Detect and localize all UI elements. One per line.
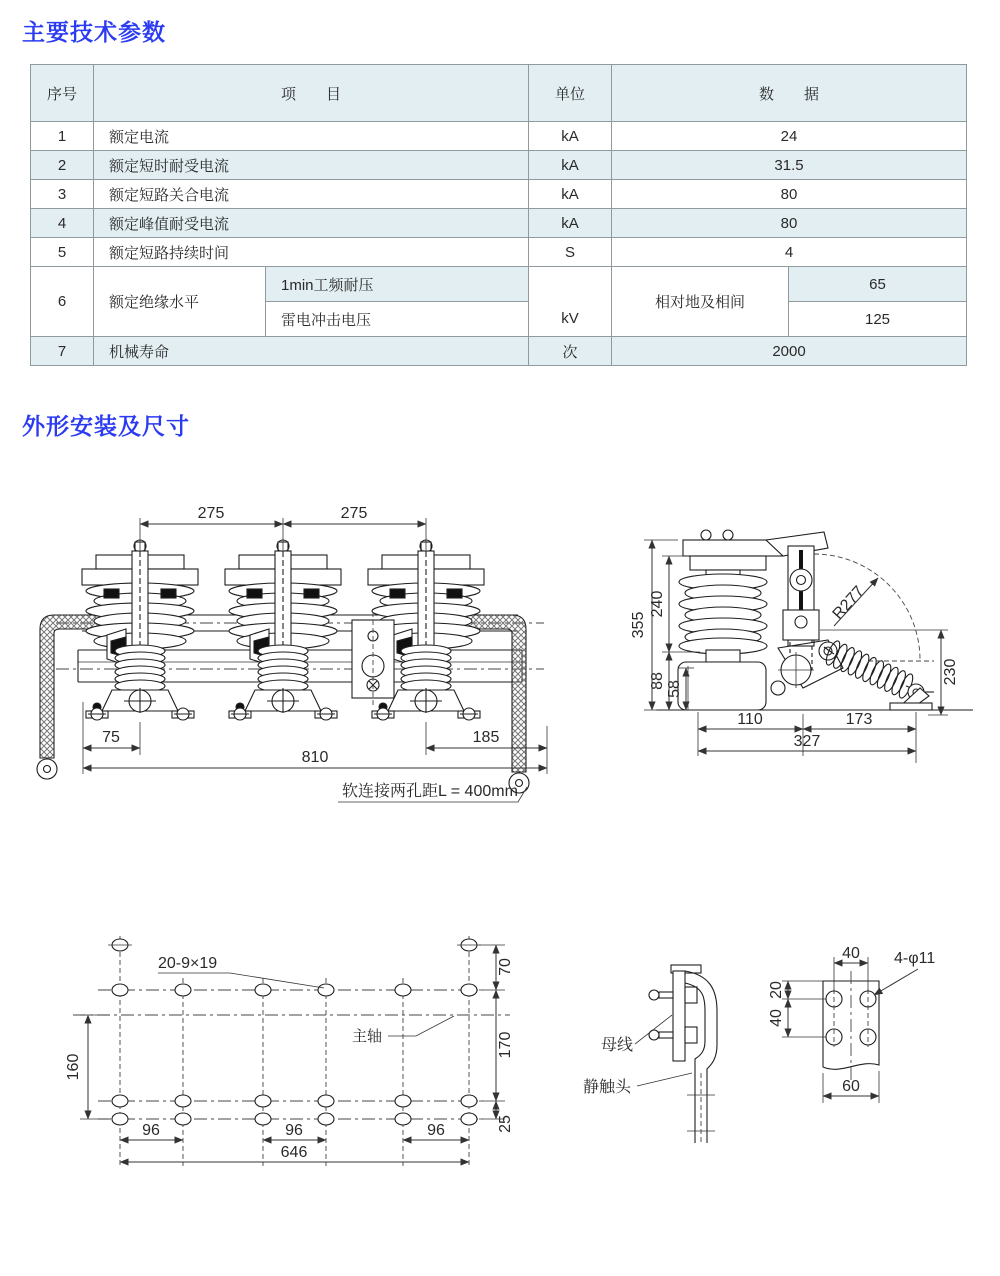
main-shaft-label: 主轴 — [352, 1028, 383, 1045]
table-row — [31, 209, 967, 238]
dim-label-275-right: 275 — [340, 505, 368, 522]
dim-label-20: 20 — [768, 981, 785, 999]
row-unit: kA — [529, 180, 612, 209]
dim-label-355: 355 — [630, 611, 647, 639]
row-unit: kV — [529, 267, 612, 337]
dim-label-25: 25 — [497, 1115, 514, 1133]
table-row — [31, 122, 967, 151]
static-contact-drawing — [575, 945, 760, 1150]
holes-spec-label: 20-9×19 — [158, 955, 218, 972]
dim-label-275-left: 275 — [197, 505, 225, 522]
row-item: 额定绝缘水平 — [94, 267, 266, 337]
busbar-label: 母线 — [601, 1037, 634, 1054]
dim-label-185: 185 — [472, 729, 500, 746]
dim-label-88: 88 — [649, 672, 666, 690]
row-value: 125 — [789, 302, 967, 337]
dim-label-96c: 96 — [427, 1122, 445, 1139]
row-unit: kA — [529, 151, 612, 180]
section-title-technical-parameters: 主要技术参数 — [22, 19, 166, 45]
side-view-drawing — [628, 518, 1000, 770]
table-row-insulation-a — [31, 267, 967, 302]
opening-spring — [824, 639, 934, 710]
row-no: 1 — [31, 122, 94, 151]
technical-parameters-table — [30, 64, 967, 366]
static-contact-label: 静触头 — [583, 1079, 632, 1096]
plan-dimensions — [65, 945, 514, 1162]
dim-label-170: 170 — [497, 1031, 514, 1059]
insulator-pole — [225, 540, 341, 720]
row-no: 3 — [31, 180, 94, 209]
holes-spec-label: 4-φ11 — [894, 950, 936, 967]
col-header-no: 序号 — [31, 65, 94, 122]
terminal-plate — [823, 971, 879, 1081]
row-no: 4 — [31, 209, 94, 238]
dim-label-327: 327 — [793, 733, 821, 750]
row-item: 额定电流 — [94, 122, 529, 151]
dim-label-110: 110 — [737, 711, 763, 728]
dim-label-r277: R277 — [829, 583, 868, 623]
dim-label-96b: 96 — [285, 1122, 303, 1139]
row-value: 31.5 — [612, 151, 967, 180]
row-item: 额定短路关合电流 — [94, 180, 529, 209]
dim-label-160: 160 — [65, 1053, 82, 1081]
dim-label-240: 240 — [649, 590, 666, 618]
row-item: 机械寿命 — [94, 337, 529, 366]
flexible-connection-note: 软连接两孔距L = 400mm — [342, 783, 518, 800]
row-item: 额定峰值耐受电流 — [94, 209, 529, 238]
row-item: 额定短路持续时间 — [94, 238, 529, 267]
dim-label-230: 230 — [942, 658, 959, 686]
dim-label-70: 70 — [497, 958, 514, 976]
mounting-plan-drawing — [58, 928, 550, 1186]
row-sub-item: 1min工频耐压 — [266, 267, 529, 302]
row-no: 6 — [31, 267, 94, 337]
row-unit: 次 — [529, 337, 612, 366]
row-no: 7 — [31, 337, 94, 366]
table-row — [31, 180, 967, 209]
row-sub-item: 雷电冲击电压 — [266, 302, 529, 337]
row-no: 5 — [31, 238, 94, 267]
dim-label-75: 75 — [102, 729, 120, 746]
row-item: 额定短时耐受电流 — [94, 151, 529, 180]
row-value: 4 — [612, 238, 967, 267]
insulator-pole — [82, 540, 198, 720]
table-row — [31, 151, 967, 180]
mechanism-box — [352, 612, 394, 706]
row-unit: kA — [529, 122, 612, 151]
row-value: 2000 — [612, 337, 967, 366]
row-scope: 相对地及相间 — [612, 267, 789, 337]
row-value: 80 — [612, 209, 967, 238]
side-insulator — [678, 530, 783, 710]
terminal-plate-drawing — [768, 933, 995, 1123]
busbar-contact-assembly — [649, 965, 717, 1145]
row-value: 24 — [612, 122, 967, 151]
dim-label-40-left: 40 — [768, 1009, 785, 1027]
table-row — [31, 337, 967, 366]
plan-labels — [158, 955, 454, 1045]
technical-parameters-table-wrap — [30, 64, 967, 366]
dim-label-810: 810 — [301, 749, 329, 766]
row-no: 2 — [31, 151, 94, 180]
front-view-drawing — [20, 470, 565, 820]
dim-label-40-top: 40 — [842, 945, 860, 962]
col-header-item: 项 目 — [94, 65, 529, 122]
row-value: 65 — [789, 267, 967, 302]
plate-dimensions — [768, 945, 935, 1103]
dim-label-646: 646 — [280, 1144, 308, 1161]
col-header-unit: 单位 — [529, 65, 612, 122]
dim-label-96a: 96 — [142, 1122, 160, 1139]
section-title-outline-dimensions: 外形安装及尺寸 — [22, 413, 190, 439]
col-header-data: 数 据 — [612, 65, 967, 122]
table-row — [31, 238, 967, 267]
dim-label-60: 60 — [842, 1078, 860, 1095]
dim-label-58: 58 — [666, 680, 683, 698]
row-unit: S — [529, 238, 612, 267]
flexible-braid-right — [463, 615, 529, 793]
dim-label-173: 173 — [845, 711, 873, 728]
row-value: 80 — [612, 180, 967, 209]
row-unit: kA — [529, 209, 612, 238]
